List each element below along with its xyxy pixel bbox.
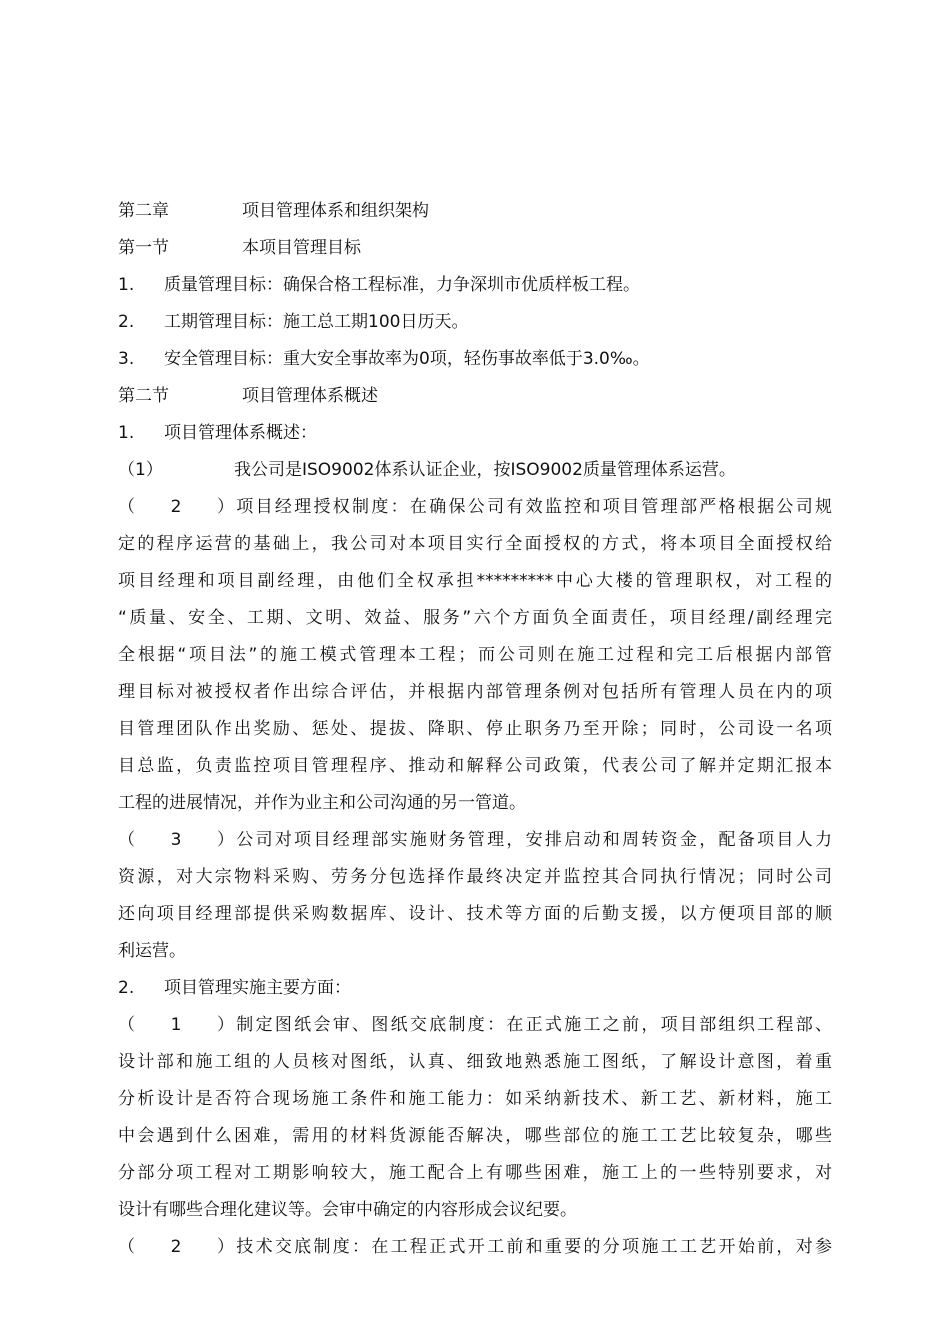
paragraph-line [118,489,832,526]
paragraph-line: 定的程序运营的基础上，我公司对本项目实行全面授权的方式，将本项目全面授权给 [118,534,832,554]
list-item [118,415,832,452]
paragraph-line: 分部分项工程对工期影响较大，施工配合上有哪些困难，施工上的一些特别要求，对 [118,1163,832,1183]
list-number: 2. [118,978,135,998]
paragraph-line: 利运营。 [118,941,186,961]
paragraph-line: “质量、安全、工期、文明、效益、服务”六个方面负全面责任，项目经理/副经理完 [118,608,832,628]
paragraph-line: 设计有哪些合理化建议等。会审中确定的内容形成会议纪要。 [118,1200,577,1220]
sub-number: （2） [118,1237,234,1257]
paragraph-text: 技术交底制度：在工程正式开工前和重要的分项施工工艺开始前，对参 [234,1237,832,1257]
sub-number: （1） [118,460,163,480]
paragraph-line [118,1007,832,1044]
list-number: 1. [118,275,135,295]
paragraph-line: 还向项目经理部提供采购数据库、设计、技术等方面的后勤支援，以方便项目部的顺 [118,904,832,924]
list-text: 质量管理目标：确保合格工程标准，力争深圳市优质样板工程。 [164,275,640,295]
list-number: 3. [118,349,135,369]
sub-number: （2） [118,497,234,517]
paragraph-line [118,452,832,489]
paragraph-text: 公司对项目经理部实施财务管理，安排启动和周转资金，配备项目人力 [234,830,832,850]
section-title: 本项目管理目标 [242,238,361,258]
list-text: 项目管理实施主要方面： [164,978,351,998]
sub-number: （1） [118,1015,234,1035]
paragraph-text: 我公司是ISO9002体系认证企业，按ISO9002质量管理体系运营。 [234,460,736,480]
list-text: 工期管理目标：施工总工期100日历天。 [164,312,469,332]
paragraph-line: 理目标对被授权者作出综合评估，并根据内部管理条例对包括所有管理人员在内的项 [118,682,832,702]
paragraph-line: 工程的进展情况，并作为业主和公司沟通的另一管道。 [118,793,526,813]
list-item [118,341,832,378]
list-text: 项目管理体系概述： [164,423,317,443]
paragraph-text: 制定图纸会审、图纸交底制度：在正式施工之前，项目部组织工程部、 [234,1015,832,1035]
list-item [118,970,832,1007]
chapter-title: 项目管理体系和组织架构 [242,201,429,221]
paragraph-line [118,1229,832,1266]
paragraph-line [118,822,832,859]
section-title: 项目管理体系概述 [242,386,378,406]
list-item [118,267,832,304]
section-heading [118,230,832,267]
paragraph-line: 目管理团队作出奖励、惩处、提拔、降职、停止职务乃至开除；同时，公司设一名项 [118,719,832,739]
section-label: 第一节 [118,238,169,258]
paragraph-line: 全根据“项目法”的施工模式管理本工程；而公司则在施工过程和完工后根据内部管 [118,645,832,665]
list-item [118,304,832,341]
list-number: 1. [118,423,135,443]
paragraph-line: 项目经理和项目副经理，由他们全权承担*********中心大楼的管理职权，对工程的 [118,571,832,591]
section-heading [118,378,832,415]
document-page [118,193,832,1266]
list-number: 2. [118,312,135,332]
paragraph-text: 项目经理授权制度：在确保公司有效监控和项目管理部严格根据公司规 [234,497,832,517]
section-label: 第二节 [118,386,169,406]
paragraph-line: 资源，对大宗物料采购、劳务分包选择作最终决定并监控其合同执行情况；同时公司 [118,867,832,887]
sub-number: （3） [118,830,234,850]
paragraph-line: 分析设计是否符合现场施工条件和施工能力：如采纳新技术、新工艺、新材料，施工 [118,1089,832,1109]
paragraph-line: 目总监，负责监控项目管理程序、推动和解释公司政策，代表公司了解并定期汇报本 [118,756,832,776]
chapter-label: 第二章 [118,201,169,221]
paragraph-line: 设计部和施工组的人员核对图纸，认真、细致地熟悉施工图纸，了解设计意图，着重 [118,1052,832,1072]
list-text: 安全管理目标：重大安全事故率为0项，轻伤事故率低于3.0‰。 [164,349,650,369]
chapter-heading [118,193,832,230]
paragraph-line: 中会遇到什么困难，需用的材料货源能否解决，哪些部位的施工工艺比较复杂，哪些 [118,1126,832,1146]
